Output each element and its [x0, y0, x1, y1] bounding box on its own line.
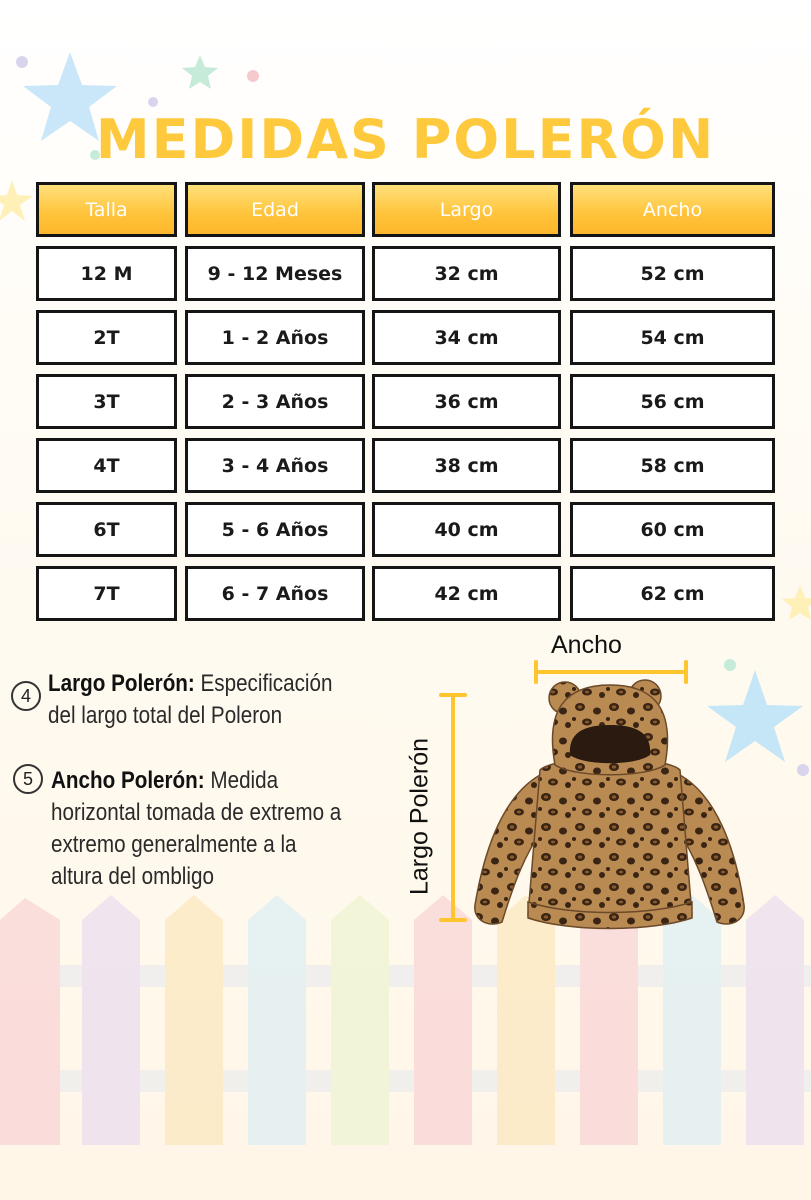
cell-edad: 1 - 2 Años: [185, 310, 365, 365]
cell-talla: 7T: [36, 566, 177, 621]
cell-largo: 32 cm: [372, 246, 561, 301]
cell-ancho: 52 cm: [570, 246, 775, 301]
cell-edad: 5 - 6 Años: [185, 502, 365, 557]
cell-talla: 3T: [36, 374, 177, 429]
cell-edad: 3 - 4 Años: [185, 438, 365, 493]
note-text: del largo total del Poleron: [48, 702, 283, 729]
cell-largo: 34 cm: [372, 310, 561, 365]
dot-decoration: [16, 56, 28, 68]
cell-ancho: 62 cm: [570, 566, 775, 621]
cell-talla: 12 M: [36, 246, 177, 301]
page-title: MEDIDAS POLERÓN: [95, 108, 716, 171]
number-badge: 5: [13, 764, 43, 794]
cell-largo: 40 cm: [372, 502, 561, 557]
note-text: Medida: [204, 767, 279, 794]
star-decoration: [782, 585, 811, 620]
width-label: Ancho: [551, 631, 622, 659]
header-ancho: Ancho: [570, 182, 775, 237]
cell-talla: 2T: [36, 310, 177, 365]
note-text: altura del ombligo: [51, 863, 214, 890]
length-label: Largo Polerón: [405, 737, 434, 896]
cell-talla: 6T: [36, 502, 177, 557]
cell-talla: 4T: [36, 438, 177, 493]
hoodie-illustration: [470, 670, 750, 950]
cell-ancho: 54 cm: [570, 310, 775, 365]
header-talla: Talla: [36, 182, 177, 237]
note-largo: [48, 668, 392, 732]
dot-decoration: [797, 764, 809, 776]
note-text: extremo generalmente a la: [51, 831, 297, 858]
cell-edad: 9 - 12 Meses: [185, 246, 365, 301]
cell-largo: 38 cm: [372, 438, 561, 493]
note-term: Ancho Polerón:: [51, 767, 205, 794]
dot-decoration: [148, 97, 158, 107]
cell-ancho: 58 cm: [570, 438, 775, 493]
cell-largo: 36 cm: [372, 374, 561, 429]
note-term: Largo Polerón:: [48, 670, 195, 697]
cell-ancho: 56 cm: [570, 374, 775, 429]
cell-largo: 42 cm: [372, 566, 561, 621]
cell-edad: 2 - 3 Años: [185, 374, 365, 429]
header-largo: Largo: [372, 182, 561, 237]
cell-edad: 6 - 7 Años: [185, 566, 365, 621]
note-text: horizontal tomada de extremo a: [51, 799, 342, 826]
header-edad: Edad: [185, 182, 365, 237]
star-decoration: [182, 55, 218, 89]
dot-decoration: [247, 70, 259, 82]
cell-ancho: 60 cm: [570, 502, 775, 557]
number-badge: 4: [11, 681, 41, 711]
note-ancho: [51, 765, 395, 893]
star-decoration: [0, 180, 33, 221]
note-text: Especificación: [194, 670, 333, 697]
